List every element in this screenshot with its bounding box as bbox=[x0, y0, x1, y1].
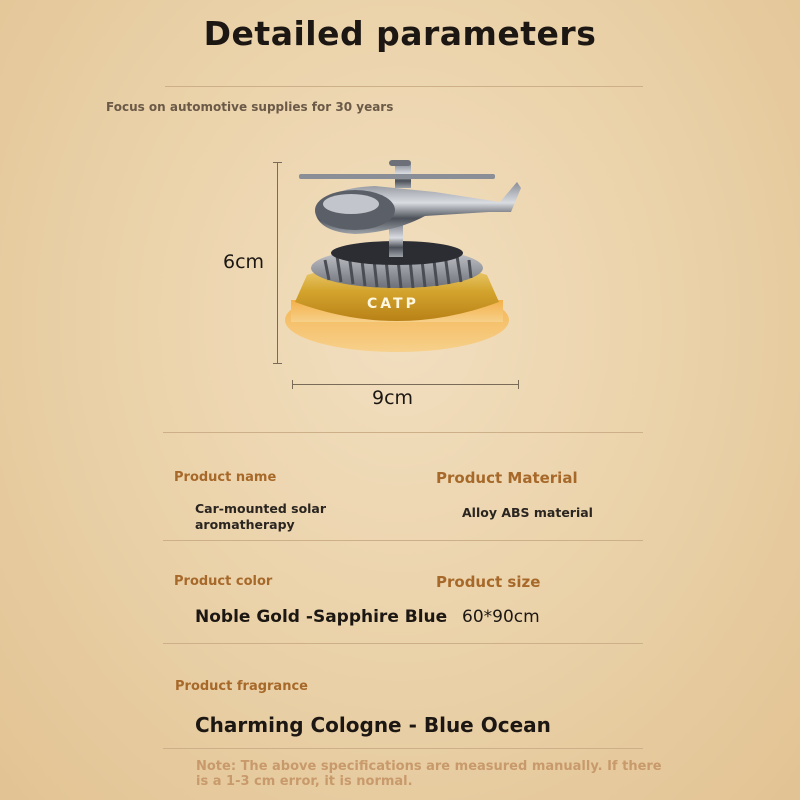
helicopter-diffuser-illustration bbox=[285, 150, 535, 380]
width-dimension-cap-left bbox=[292, 380, 293, 389]
brand-logo-text: CATP bbox=[367, 296, 419, 312]
product-color-value: Noble Gold -Sapphire Blue bbox=[195, 607, 448, 627]
height-label: 6cm bbox=[223, 251, 265, 273]
width-dimension-line bbox=[292, 384, 519, 385]
height-dimension-line bbox=[277, 162, 278, 364]
product-size-label: Product size bbox=[436, 573, 541, 591]
specs-divider-1 bbox=[163, 540, 643, 541]
product-color-label: Product color bbox=[174, 574, 273, 589]
product-name-value-line2: aromatherapy bbox=[195, 517, 295, 532]
product-size-value: 60*90cm bbox=[462, 607, 540, 627]
page-title: Detailed parameters bbox=[203, 14, 597, 53]
product-image bbox=[285, 150, 535, 380]
product-material-value: Alloy ABS material bbox=[462, 505, 593, 520]
measurement-note: Note: The above specifications are measured manually. If there is a 1-3 cm error, it is normal. bbox=[196, 759, 662, 789]
specs-divider-bottom bbox=[163, 748, 643, 749]
width-label: 9cm bbox=[372, 387, 414, 409]
height-dimension-cap-top bbox=[273, 162, 282, 163]
specs-divider-2 bbox=[163, 643, 643, 644]
product-material-label: Product Material bbox=[436, 469, 578, 487]
product-name-value-line1: Car-mounted solar bbox=[195, 501, 327, 516]
specs-divider-top bbox=[163, 432, 643, 433]
product-name-label: Product name bbox=[174, 470, 277, 485]
height-dimension-cap-bottom bbox=[273, 363, 282, 364]
product-fragrance-value: Charming Cologne - Blue Ocean bbox=[195, 713, 551, 737]
width-dimension-cap-right bbox=[518, 380, 519, 389]
header-divider bbox=[165, 86, 643, 87]
tagline: Focus on automotive supplies for 30 years bbox=[106, 100, 394, 114]
product-fragrance-label: Product fragrance bbox=[175, 679, 308, 694]
